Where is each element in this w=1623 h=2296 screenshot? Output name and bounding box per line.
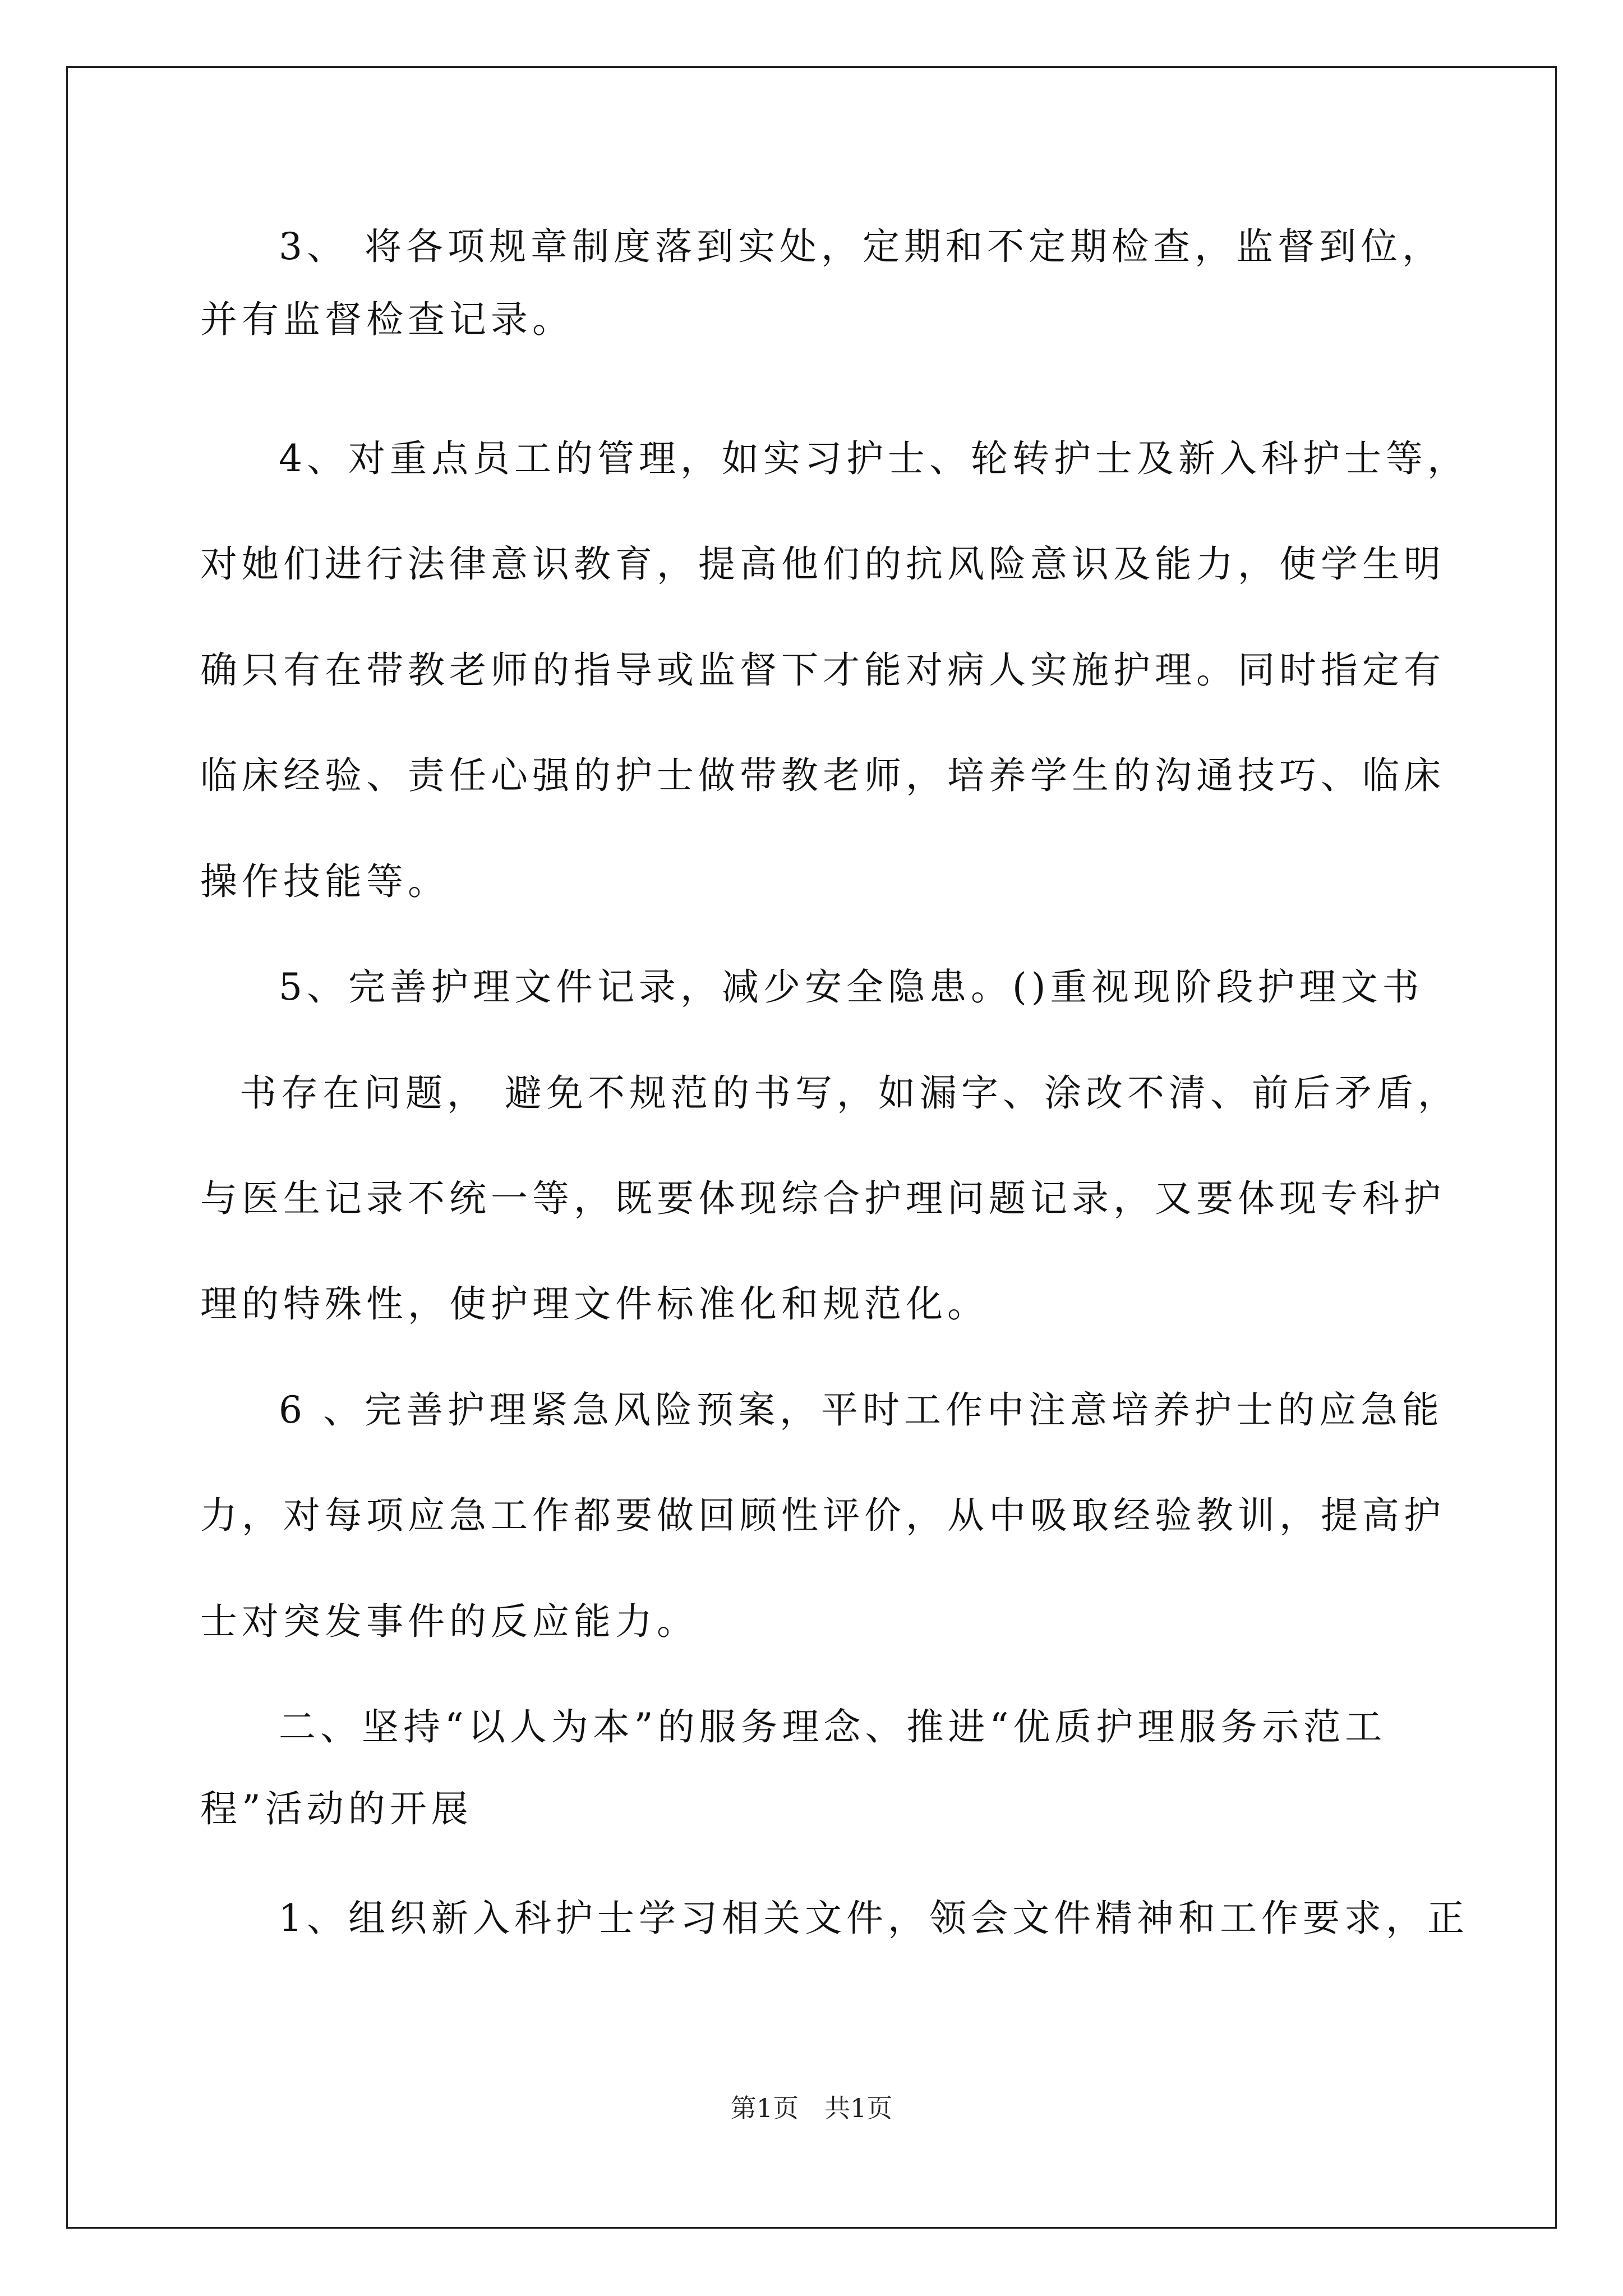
paragraph-line: 理的特殊性，使护理文件标准化和规范化。 [200, 1282, 989, 1326]
paragraph-line: 4、对重点员工的管理，如实习护士、轮转护士及新入科护士等， [279, 437, 1469, 480]
paragraph-line: 6 、完善护理紧急风险预案，平时工作中注意培养护士的应急能 [279, 1388, 1444, 1432]
paragraph-line: 5、完善护理文件记录，减少安全隐患。()重视现阶段护理文书 [279, 965, 1424, 1009]
paragraph-line: 与医生记录不统一等，既要体现综合护理问题记录，又要体现专科护 [200, 1177, 1445, 1220]
paragraph-line: 临床经验、责任心强的护士做带教老师，培养学生的沟通技巧、临床 [200, 754, 1445, 797]
paragraph-line: 3、 将各项规章制度落到实处，定期和不定期检查，监督到位， [279, 225, 1444, 268]
page-footer: 第1页 共1页 [730, 2093, 893, 2123]
paragraph-line: 确只有在带教老师的指导或监督下才能对病人实施护理。同时指定有 [200, 648, 1445, 692]
paragraph-line: 1、组织新入科护士学习相关文件，领会文件精神和工作要求，正 [279, 1897, 1469, 1940]
paragraph-line: 对她们进行法律意识教育，提高他们的抗风险意识及能力，使学生明 [200, 542, 1445, 586]
section-heading-line: 二、坚持“以人为本”的服务理念、推进“优质护理服务示范工 [279, 1705, 1387, 1749]
paragraph-line: 书存在问题， 避免不规范的书写，如漏字、涂改不清、前后矛盾， [239, 1071, 1459, 1115]
paragraph-line: 操作技能等。 [200, 860, 449, 903]
paragraph-line: 并有监督检查记录。 [200, 298, 574, 341]
paragraph-line: 力，对每项应急工作都要做回顾性评价，从中吸取经验教训，提高护 [200, 1494, 1445, 1537]
paragraph-line: 士对突发事件的反应能力。 [200, 1600, 698, 1643]
section-heading-line: 程”活动的开展 [200, 1787, 473, 1830]
